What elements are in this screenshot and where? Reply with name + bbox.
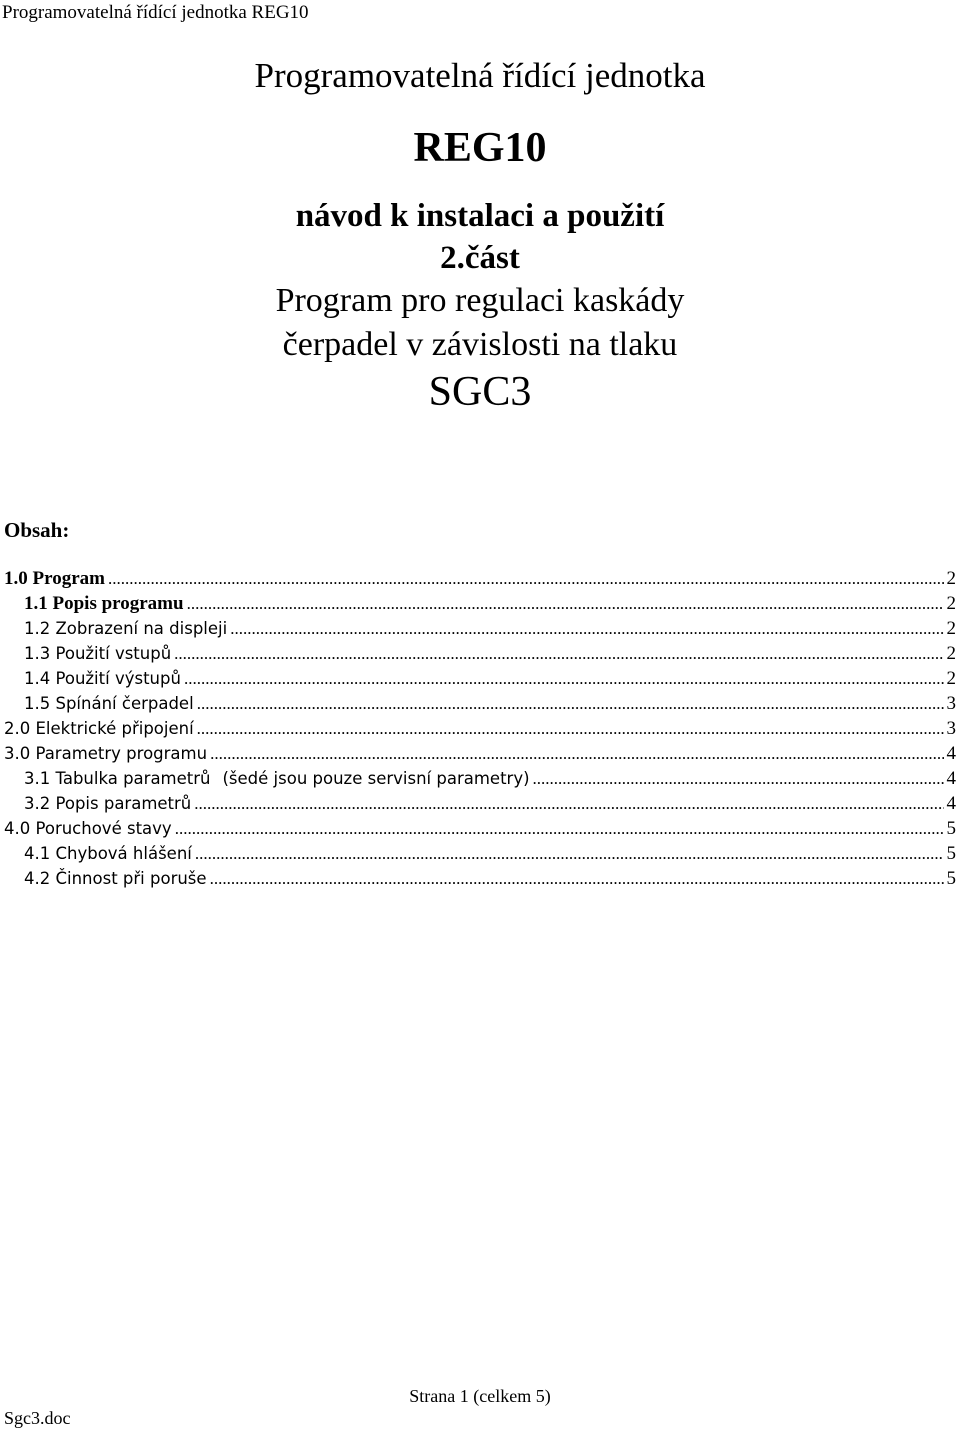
running-header: Programovatelná řídící jednotka REG10 <box>2 2 309 23</box>
toc-leader-dots <box>187 594 944 614</box>
toc-entry[interactable] <box>4 618 956 643</box>
toc-leader-dots <box>210 869 944 889</box>
file-name-footer: Sgc3.doc <box>4 1408 71 1428</box>
toc-entry-label: 3.1 Tabulka parametrů <box>24 769 211 788</box>
toc-entry-page: 5 <box>946 818 956 839</box>
toc-entry-page: 2 <box>946 643 956 664</box>
toc-entry-page: 2 <box>946 618 956 639</box>
toc-entry[interactable] <box>4 768 956 793</box>
toc-entry-label: 1.1 Popis programu <box>24 593 184 614</box>
toc-leader-dots <box>175 819 944 839</box>
toc-leader-dots <box>184 669 944 689</box>
toc-entry-page: 4 <box>946 768 956 789</box>
toc-entry-label: 3.0 Parametry programu <box>4 744 208 763</box>
toc-entry[interactable] <box>4 793 956 818</box>
part-label: 2.část <box>440 240 520 276</box>
table-of-contents <box>4 568 956 893</box>
toc-entry-label: 1.2 Zobrazení na displeji <box>24 619 228 638</box>
toc-entry-note: (šedé jsou pouze servisní parametry) <box>222 769 530 788</box>
toc-leader-dots <box>210 744 943 764</box>
toc-entry-label: 4.0 Poruchové stavy <box>4 819 172 838</box>
toc-entry[interactable] <box>4 568 956 593</box>
toc-entry[interactable] <box>4 643 956 668</box>
contents-heading: Obsah: <box>4 518 70 542</box>
toc-entry-label: 1.0 Program <box>4 568 105 589</box>
toc-entry-label: 1.5 Spínání čerpadel <box>24 694 194 713</box>
toc-leader-dots <box>195 844 944 864</box>
toc-entry-page: 4 <box>946 793 956 814</box>
toc-entry-label: 2.0 Elektrické připojení <box>4 719 194 738</box>
toc-entry[interactable] <box>4 718 956 743</box>
device-model: REG10 <box>413 125 547 171</box>
toc-entry[interactable] <box>4 843 956 868</box>
toc-leader-dots <box>197 694 944 714</box>
toc-entry[interactable] <box>4 743 956 768</box>
toc-leader-dots <box>194 794 943 814</box>
toc-entry-page: 2 <box>946 593 956 614</box>
toc-entry-page: 3 <box>946 718 956 739</box>
toc-leader-dots <box>197 719 944 739</box>
toc-entry[interactable] <box>4 818 956 843</box>
toc-entry-page: 4 <box>946 743 956 764</box>
toc-entry[interactable] <box>4 593 956 618</box>
toc-entry-page: 5 <box>946 843 956 864</box>
toc-entry-page: 2 <box>946 668 956 689</box>
program-description-line1: Program pro regulaci kaskády <box>275 282 685 319</box>
toc-entry-label: 4.1 Chybová hlášení <box>24 844 192 863</box>
toc-entry-label: 4.2 Činnost při poruše <box>24 869 207 888</box>
document-subtitle: návod k instalaci a použití <box>295 198 665 234</box>
toc-leader-dots <box>533 769 944 789</box>
program-description-line2: čerpadel v závislosti na tlaku <box>282 326 678 363</box>
toc-entry-label: 3.2 Popis parametrů <box>24 794 192 813</box>
toc-entry[interactable] <box>4 868 956 893</box>
program-code: SGC3 <box>428 369 532 415</box>
toc-leader-dots <box>174 644 943 664</box>
toc-entry[interactable] <box>4 693 956 718</box>
toc-entry-page: 3 <box>946 693 956 714</box>
toc-entry-label: 1.3 Použití vstupů <box>24 644 172 663</box>
toc-leader-dots <box>230 619 943 639</box>
page-number-footer: Strana 1 (celkem 5) <box>409 1386 551 1406</box>
toc-entry[interactable] <box>4 668 956 693</box>
toc-leader-dots <box>108 569 944 589</box>
toc-entry-page: 5 <box>946 868 956 889</box>
toc-entry-label: 1.4 Použití výstupů <box>24 669 181 688</box>
document-title: Programovatelná řídící jednotka <box>254 56 706 95</box>
toc-entry-page: 2 <box>946 568 956 589</box>
